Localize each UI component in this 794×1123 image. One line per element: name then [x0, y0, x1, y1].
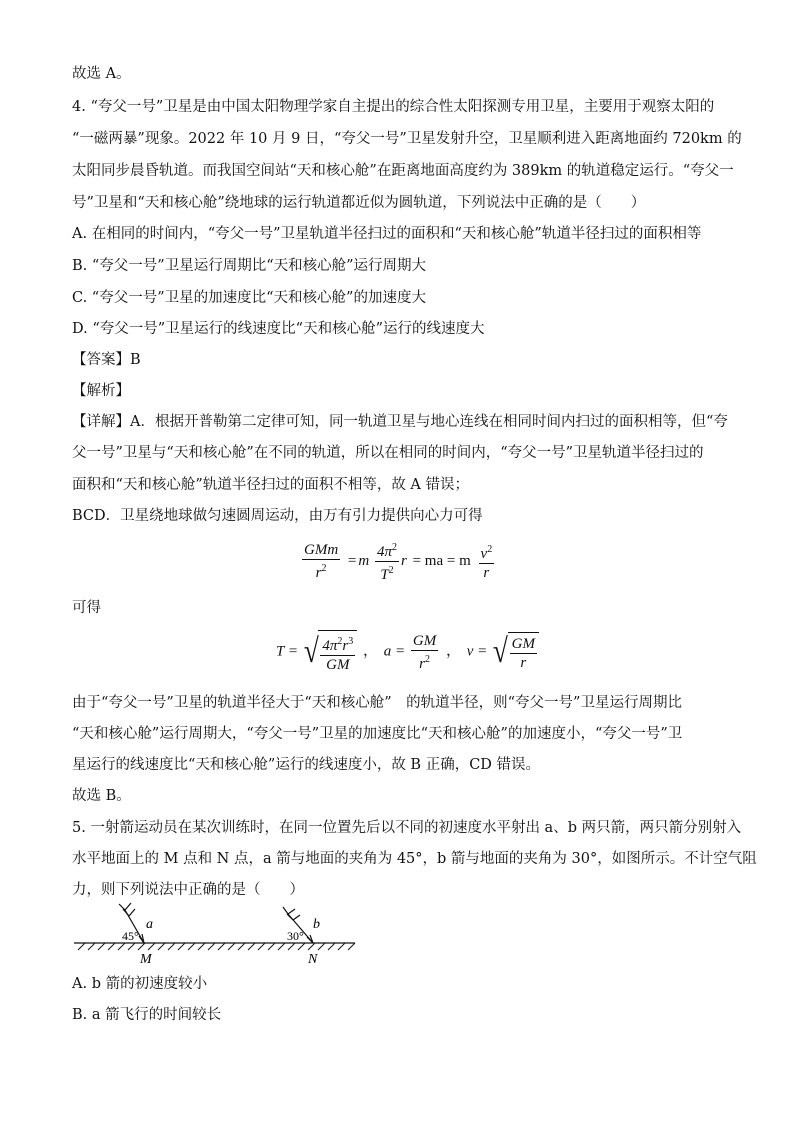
equation-gravity: $\frac{\text{GMm}}{r^2}$ = m $\frac{4\pi^2}{T^2}$ r = ma = m $\frac{v^2}{r}$ — [300, 539, 496, 584]
explanation-line: BCD．卫星绕地球做匀速圆周运动，由万有引力提供向心力可得 — [72, 508, 483, 524]
option-a: A. 在相同的时间内，“夸父一号”卫星轨道半径扫过的面积和“天和核心舱”轨道半径扫过的面积相等 — [72, 226, 702, 242]
analysis-label: 【解析】 — [72, 383, 130, 399]
question-4-line: 太阳同步晨昏轨道。而我国空间站“天和核心舱”在距离地面高度约为 389km 的轨道稳定运行。“夸父一 — [72, 163, 734, 179]
point-n-label: N — [308, 952, 318, 967]
text-line: 可得 — [72, 600, 101, 616]
question-5-line: 水平地面上的 M 点和 N 点，a 箭与地面的夹角为 45°，b 箭与地面的夹角为 30°，如图所示。不计空气阻 — [72, 851, 757, 867]
arrow-diagram — [70, 900, 370, 972]
explanation-line: 星运行的线速度比“天和核心舱”运行的线速度小，故 B 正确，CD 错误。 — [72, 757, 541, 773]
arrow-a-label: a — [146, 917, 153, 932]
angle-a-label: 45° — [122, 929, 139, 943]
question-5-line: 力，则下列说法中正确的是（ ） — [72, 882, 304, 898]
option-b: B. a 箭飞行的时间较长 — [72, 1007, 222, 1023]
explanation-line: 父一号”卫星与“天和核心舱”在不同的轨道，所以在相同的时间内，“夸父一号”卫星轨道半径扫过的 — [72, 445, 704, 461]
option-b: B. “夸父一号”卫星运行周期比“天和核心舱”运行周期大 — [72, 258, 427, 274]
question-4-line: 号”卫星和“天和核心舱”绕地球的运行轨道都近似为圆轨道，下列说法中正确的是（ ） — [72, 195, 646, 211]
option-c: C. “夸父一号”卫星的加速度比“天和核心舱”的加速度大 — [72, 290, 426, 306]
question-5-line: 5. 一射箭运动员在某次训练时，在同一位置先后以不同的初速度水平射出 a、b 两只箭，两只箭分别射入 — [72, 820, 742, 836]
text-line: 故选 B。 — [72, 788, 131, 804]
arrow-b-label: b — [313, 917, 320, 932]
answer-label: 【答案】B — [72, 352, 141, 368]
angle-b-label: 30° — [287, 929, 304, 943]
explanation-line: 由于“夸父一号”卫星的轨道半径大于“天和核心舱” 的轨道半径，则“夸父一号”卫星运行周期比 — [72, 695, 682, 711]
option-d: D. “夸父一号”卫星运行的线速度比“天和核心舱”运行的线速度大 — [72, 321, 485, 337]
explanation-line: 【详解】A．根据开普勒第二定律可知，同一轨道卫星与地心连线在相同时间内扫过的面积相等，但“夸 — [72, 414, 728, 430]
explanation-line: 面积和“天和核心舱”轨道半径扫过的面积不相等，故 A 错误； — [72, 477, 470, 493]
text-line: 故选 A。 — [72, 66, 131, 82]
explanation-line: “天和核心舱”运行周期大，“夸父一号”卫星的加速度比“天和核心舱”的加速度小，“夸父一号”卫 — [72, 726, 683, 742]
question-4-line: 4. “夸父一号”卫星是由中国太阳物理学家自主提出的综合性太阳探测专用卫星，主要用于观察太阳的 — [72, 99, 715, 115]
question-4-line: “一磁两暴”现象。2022 年 10 月 9 日，“夸父一号”卫星发射升空，卫星顺利进入距离地面约 720km 的 — [72, 131, 742, 147]
point-m-label: M — [140, 952, 152, 967]
option-a: A. b 箭的初速度较小 — [72, 976, 208, 992]
equation-results: T = √ $\frac{4\pi^2r^3}{GM}$ ， a = $\frac{GM}{r^2}$ ， v = √ $\frac{GM}{r}$ — [276, 630, 539, 674]
